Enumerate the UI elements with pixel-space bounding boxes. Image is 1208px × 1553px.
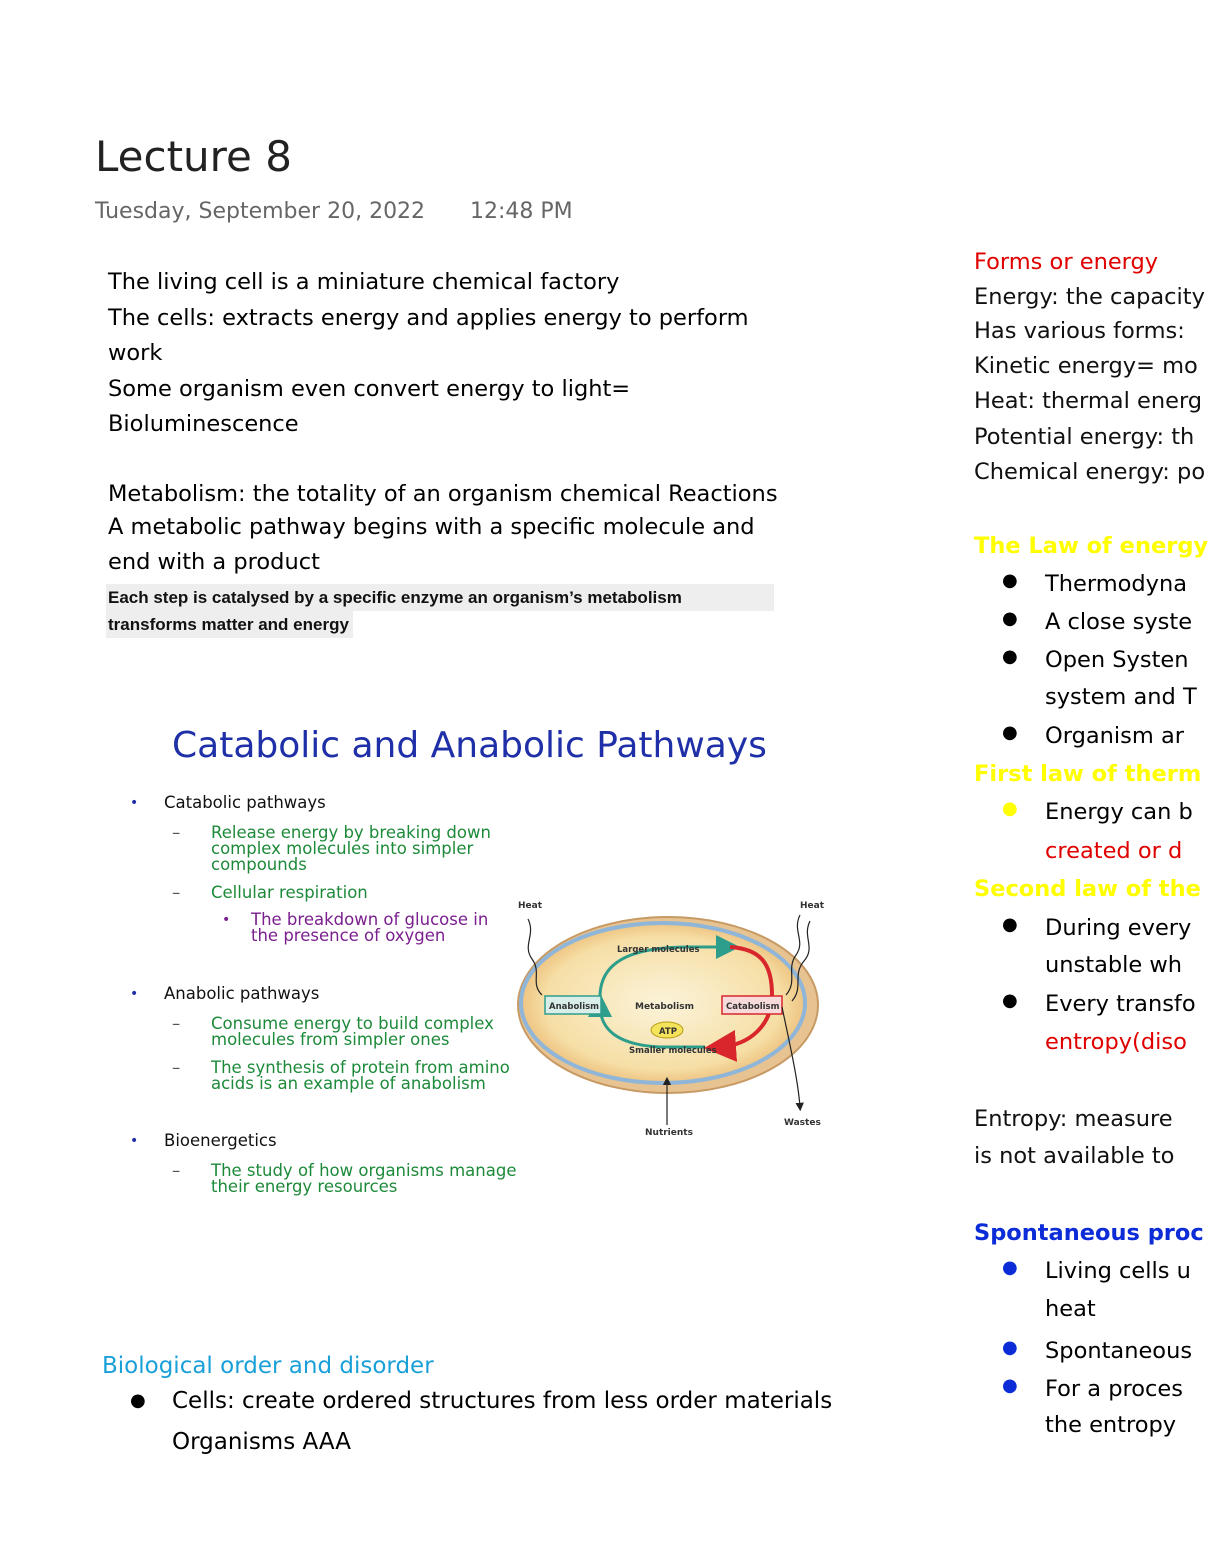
diagram-label: Nutrients [645, 1128, 693, 1138]
slide-subitem: complex molecules into simpler [211, 839, 474, 858]
list-item: heat [1045, 1296, 1096, 1322]
text-line: end with a product [108, 549, 320, 575]
dash-icon: – [172, 1058, 181, 1077]
bullet-icon: • [130, 1133, 139, 1149]
section-heading: The Law of energy [974, 533, 1208, 559]
list-item-cut: Organisms AAA [172, 1429, 351, 1455]
list-item: Open Systen [1045, 647, 1189, 673]
slide-subitem: Consume energy to build complex [211, 1014, 494, 1033]
diagram-label: Anabolism [549, 1002, 600, 1012]
list-item: Every transfo [1045, 991, 1196, 1017]
section-heading: Biological order and disorder [102, 1353, 434, 1379]
list-item: During every [1045, 915, 1192, 941]
bullet-icon: • [222, 912, 231, 928]
list-item: unstable wh [1045, 952, 1183, 978]
bullet-icon: ● [1002, 1375, 1018, 1396]
bullet-icon: ● [130, 1390, 146, 1411]
diagram-label: Metabolism [635, 1002, 694, 1012]
section-heading: Spontaneous proc [974, 1220, 1204, 1246]
bullet-icon: • [130, 795, 139, 811]
text-line: Bioluminescence [108, 411, 299, 437]
text-line: Chemical energy: po [974, 459, 1206, 485]
slide-item: Catabolic pathways [164, 793, 326, 812]
list-item: the entropy [1045, 1412, 1177, 1438]
list-item: Thermodyna [1045, 571, 1188, 597]
slide-image [110, 705, 825, 1225]
text-line: A metabolic pathway begins with a specific molecule and [108, 514, 755, 540]
text-line: Metabolism: the totality of an organism chemical Reactions [108, 481, 778, 507]
bullet-icon: ● [1002, 1337, 1018, 1358]
section-heading: First law of therm [974, 761, 1202, 787]
section-heading: Forms or energy [974, 249, 1159, 275]
slide-subitem: Release energy by breaking down [211, 823, 491, 842]
text-line: Has various forms: [974, 318, 1185, 344]
text-line: Entropy: measure [974, 1106, 1173, 1132]
text-line: The living cell is a miniature chemical factory [108, 269, 620, 295]
bullet-icon: ● [1002, 798, 1018, 819]
bullet-icon: ● [1002, 646, 1018, 667]
slide-subitem: The synthesis of protein from amino [211, 1058, 510, 1077]
text-line: is not available to [974, 1143, 1175, 1169]
text-line: The cells: extracts energy and applies energy to perform [108, 305, 749, 331]
slide-subitem: the presence of oxygen [251, 926, 446, 945]
slide-item: Anabolic pathways [164, 984, 320, 1003]
dash-icon: – [172, 1161, 181, 1180]
diagram-label: Smaller molecules [629, 1046, 717, 1056]
list-item: Energy can b [1045, 799, 1193, 825]
slide-subitem: compounds [211, 855, 307, 874]
slide-subitem: molecules from simpler ones [211, 1030, 450, 1049]
list-item: Cells: create ordered structures from less order materials [172, 1388, 833, 1414]
text-line: Heat: thermal energ [974, 388, 1203, 414]
text-line: Potential energy: th [974, 424, 1195, 450]
diagram-label: Catabolism [726, 1002, 780, 1012]
bullet-icon: ● [1002, 1257, 1018, 1278]
slide-subitem: The breakdown of glucose in [251, 910, 489, 929]
diagram-label: Wastes [784, 1118, 821, 1128]
list-item: Organism ar [1045, 723, 1184, 749]
slide-item: Bioenergetics [164, 1131, 277, 1150]
note-time: 12:48 PM [470, 199, 573, 224]
bullet-icon: ● [1002, 990, 1018, 1011]
diagram-label: Heat [518, 901, 543, 911]
bullet-icon: ● [1002, 722, 1018, 743]
highlighted-text: transforms matter and energy [106, 611, 353, 638]
dash-icon: – [172, 1014, 181, 1033]
dash-icon: – [172, 883, 181, 902]
section-heading: Second law of the [974, 876, 1201, 902]
bullet-icon: ● [1002, 608, 1018, 629]
list-item: A close syste [1045, 609, 1193, 635]
list-item: system and T [1045, 684, 1197, 710]
slide-title: Catabolic and Anabolic Pathways [172, 725, 767, 766]
list-item: created or d [1045, 838, 1183, 864]
list-item: Spontaneous [1045, 1338, 1193, 1364]
note-date: Tuesday, September 20, 2022 [95, 199, 426, 224]
bullet-icon: ● [1002, 914, 1018, 935]
slide-subitem: acids is an example of anabolism [211, 1074, 486, 1093]
slide-subitem: Cellular respiration [211, 883, 368, 902]
highlighted-text: Each step is catalysed by a specific enzyme an organism’s metabolism [106, 584, 774, 611]
diagram-label: ATP [659, 1027, 677, 1037]
diagram-label: Heat [800, 901, 825, 911]
slide-subitem: their energy resources [211, 1177, 398, 1196]
list-item: Living cells u [1045, 1258, 1191, 1284]
slide-subitem: The study of how organisms manage [211, 1161, 517, 1180]
page-title: Lecture 8 [95, 132, 292, 181]
metabolism-diagram [500, 885, 840, 1145]
list-item: For a proces [1045, 1376, 1183, 1402]
text-line: work [108, 340, 163, 366]
bullet-icon: • [130, 986, 139, 1002]
list-item: entropy(diso [1045, 1029, 1187, 1055]
dash-icon: – [172, 823, 181, 842]
text-line: Kinetic energy= mo [974, 353, 1198, 379]
bullet-icon: ● [1002, 570, 1018, 591]
text-line: Some organism even convert energy to light= [108, 376, 631, 402]
diagram-label: Larger molecules [617, 945, 700, 955]
text-line: Energy: the capacity [974, 284, 1205, 310]
